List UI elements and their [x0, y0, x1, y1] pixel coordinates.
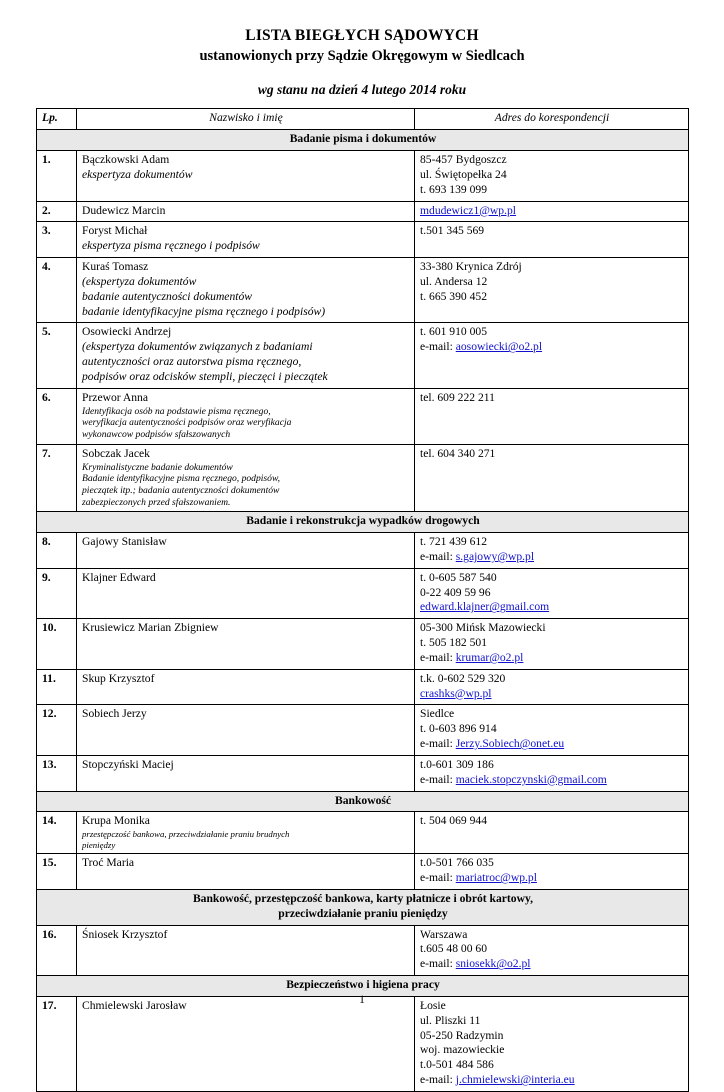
- section-heading-row: [37, 791, 689, 812]
- row-number: 3.: [37, 222, 77, 258]
- table-row: [37, 533, 689, 569]
- expert-address-cell: [415, 444, 689, 512]
- row-number: 5.: [37, 323, 77, 388]
- address-line: t.0-601 309 186: [420, 757, 494, 771]
- expert-specialty: (ekspertyza dokumentów związanych z badaniami: [82, 340, 313, 354]
- expert-name-cell: [77, 222, 415, 258]
- expert-name-cell: [77, 705, 415, 755]
- expert-address-cell: [415, 568, 689, 618]
- expert-address-cell: [415, 812, 689, 854]
- table-row: [37, 444, 689, 512]
- expert-name: Kuraś Tomasz: [82, 260, 149, 274]
- table-row: [37, 669, 689, 705]
- expert-specialty: ekspertyza dokumentów: [82, 167, 193, 181]
- email-line: e-mail: sniosekk@o2.pl: [420, 957, 531, 971]
- row-number: 7.: [37, 444, 77, 512]
- expert-name-cell: [77, 669, 415, 705]
- table-row: [37, 201, 689, 222]
- email-line: e-mail: j.chmielewski@interia.eu: [420, 1073, 575, 1087]
- section-heading-row: [37, 889, 689, 925]
- expert-name-cell: [77, 812, 415, 854]
- expert-specialty: weryfikacja autentyczności podpisów oraz weryfikacja: [82, 417, 292, 429]
- expert-specialty: (ekspertyza dokumentów: [82, 274, 197, 288]
- section-heading: Bankowość: [37, 791, 689, 812]
- expert-specialty: autentyczności oraz autorstwa pisma ręcznego,: [82, 355, 302, 369]
- section-heading: Bezpieczeństwo i higiena pracy: [37, 976, 689, 997]
- section-heading: Badanie pisma i dokumentów: [37, 130, 689, 151]
- expert-specialty: ekspertyza pisma ręcznego i podpisów: [82, 239, 260, 253]
- document-date: wg stanu na dzień 4 lutego 2014 roku: [257, 82, 467, 98]
- expert-name: Osowiecki Andrzej: [82, 325, 172, 339]
- expert-name-cell: [77, 854, 415, 890]
- table-row: [37, 812, 689, 854]
- email-link[interactable]: mariatroc@wp.pl: [455, 871, 537, 885]
- expert-name-cell: [77, 925, 415, 975]
- expert-specialty: badanie identyfikacyjne pisma ręcznego i podpisów): [82, 304, 326, 318]
- row-number: 11.: [37, 669, 77, 705]
- email-line: e-mail: s.gajowy@wp.pl: [420, 549, 535, 563]
- address-line: t. 601 910 005: [420, 325, 487, 339]
- email-link[interactable]: sniosekk@o2.pl: [455, 957, 531, 971]
- expert-address-cell: [415, 854, 689, 890]
- expert-specialty: Badanie identyfikacyjne pisma ręcznego, podpisów,: [82, 473, 281, 485]
- table-row: [37, 568, 689, 618]
- email-line: e-mail: maciek.stopczynski@gmail.com: [420, 772, 607, 786]
- column-header-address: Adres do korespondencji: [415, 109, 689, 130]
- expert-address-cell: [415, 619, 689, 669]
- row-number: 17.: [37, 996, 77, 1091]
- expert-specialty: przestępczość bankowa, przeciwdziałanie praniu brudnych: [82, 829, 290, 840]
- email-line: e-mail: aosowiecki@o2.pl: [420, 340, 543, 354]
- expert-address-cell: [415, 222, 689, 258]
- expert-name-cell: [77, 619, 415, 669]
- expert-specialty: zabezpieczonych przed sfałszowaniem.: [82, 496, 231, 508]
- expert-address-cell: [415, 258, 689, 323]
- expert-name: Stopczyński Maciej: [82, 757, 174, 771]
- row-number: 13.: [37, 755, 77, 791]
- expert-address-cell: [415, 755, 689, 791]
- email-line: [420, 687, 684, 702]
- address-line: t. 665 390 452: [420, 289, 487, 303]
- expert-name: Krupa Monika: [82, 814, 150, 828]
- section-heading-row: [37, 130, 689, 151]
- expert-address-cell: [415, 533, 689, 569]
- row-number: 14.: [37, 812, 77, 854]
- row-number: 6.: [37, 388, 77, 444]
- expert-name: Krusiewicz Marian Zbigniew: [82, 621, 219, 635]
- table-header-row: [37, 109, 689, 130]
- table-row: [37, 705, 689, 755]
- expert-address-cell: [415, 388, 689, 444]
- expert-name: Dudewicz Marcin: [82, 203, 166, 217]
- experts-table: [36, 108, 689, 1091]
- expert-name: Skup Krzysztof: [82, 671, 155, 685]
- email-line: [420, 204, 684, 219]
- expert-address-cell: [415, 201, 689, 222]
- section-heading-row: [37, 512, 689, 533]
- email-link[interactable]: aosowiecki@o2.pl: [455, 340, 543, 354]
- expert-name: Klajner Edward: [82, 570, 156, 584]
- table-row: [37, 619, 689, 669]
- address-line: Siedlce: [420, 707, 455, 721]
- address-line: t. 0-603 896 914: [420, 722, 497, 736]
- table-row: [37, 996, 689, 1091]
- address-line: t.0-501 766 035: [420, 856, 494, 870]
- expert-name-cell: [77, 201, 415, 222]
- email-line: [420, 600, 684, 615]
- column-header-lp: Lp.: [37, 109, 77, 130]
- address-line: t.605 48 00 60: [420, 942, 487, 956]
- page-number: 1: [359, 994, 365, 1006]
- address-line: t. 693 139 099: [420, 182, 487, 196]
- email-link[interactable]: j.chmielewski@interia.eu: [455, 1073, 575, 1087]
- row-number: 2.: [37, 201, 77, 222]
- table-row: [37, 925, 689, 975]
- address-line: 05-300 Mińsk Mazowiecki: [420, 621, 546, 635]
- expert-name: Sobiech Jerzy: [82, 707, 147, 721]
- address-line: t. 721 439 612: [420, 535, 487, 549]
- email-link[interactable]: crashks@wp.pl: [420, 686, 492, 700]
- expert-name: Śniosek Krzysztof: [82, 927, 168, 941]
- expert-specialty: badanie autentyczności dokumentów: [82, 289, 253, 303]
- document-subtitle: ustanowionych przy Sądzie Okręgowym w Siedlcach: [199, 47, 525, 64]
- address-line: t. 504 069 944: [420, 814, 487, 828]
- expert-name: Chmielewski Jarosław: [82, 998, 187, 1012]
- expert-specialty: pieniędzy: [82, 839, 116, 850]
- row-number: 4.: [37, 258, 77, 323]
- row-number: 8.: [37, 533, 77, 569]
- table-row: [37, 258, 689, 323]
- address-line: Łosie: [420, 998, 446, 1012]
- expert-name-cell: [77, 258, 415, 323]
- row-number: 1.: [37, 151, 77, 201]
- document-header: [36, 26, 688, 98]
- expert-name: Gajowy Stanisław: [82, 535, 167, 549]
- expert-specialty: pieczątek itp.; badania autentyczności dokumentów: [82, 484, 280, 496]
- address-line: ul. Pliszki 11: [420, 1013, 481, 1027]
- expert-address-cell: [415, 705, 689, 755]
- table-row: [37, 151, 689, 201]
- expert-name: Przewor Anna: [82, 390, 149, 404]
- address-line: t.0-501 484 586: [420, 1058, 494, 1072]
- column-header-name: Nazwisko i imię: [77, 109, 415, 130]
- email-line: e-mail: mariatroc@wp.pl: [420, 871, 537, 885]
- expert-name-cell: [77, 388, 415, 444]
- address-line: ul. Andersa 12: [420, 274, 488, 288]
- address-line: Warszawa: [420, 927, 468, 941]
- expert-name: Foryst Michał: [82, 224, 148, 238]
- table-row: [37, 323, 689, 388]
- address-line: 33-380 Krynica Zdrój: [420, 260, 522, 274]
- row-number: 10.: [37, 619, 77, 669]
- expert-address-cell: [415, 925, 689, 975]
- email-link[interactable]: krumar@o2.pl: [455, 650, 524, 664]
- expert-name-cell: [77, 323, 415, 388]
- table-row: [37, 388, 689, 444]
- address-line: t. 0-605 587 540: [420, 570, 497, 584]
- expert-specialty: Kryminalistyczne badanie dokumentów: [82, 461, 233, 473]
- row-number: 9.: [37, 568, 77, 618]
- address-line: tel. 604 340 271: [420, 446, 496, 460]
- table-row: [37, 222, 689, 258]
- email-link[interactable]: edward.klajner@gmail.com: [420, 600, 550, 614]
- address-line: woj. mazowieckie: [420, 1043, 505, 1057]
- expert-name-cell: [77, 533, 415, 569]
- document-title: LISTA BIEGŁYCH SĄDOWYCH: [245, 27, 479, 44]
- email-link[interactable]: s.gajowy@wp.pl: [455, 549, 535, 563]
- section-heading: Badanie i rekonstrukcja wypadków drogowych: [37, 512, 689, 533]
- section-heading: Bankowość, przestępczość bankowa, karty płatnicze i obrót kartowy, przeciwdziałanie praniu pieniędzy: [37, 889, 689, 925]
- address-line: 05-250 Radzymin: [420, 1028, 504, 1042]
- expert-specialty: podpisów oraz odcisków stempli, pieczęci i pieczątek: [82, 369, 328, 383]
- expert-address-cell: [415, 669, 689, 705]
- expert-specialty: wykonawcоw podpisów sfałszowanych: [82, 428, 231, 440]
- row-number: 12.: [37, 705, 77, 755]
- email-link[interactable]: mdudewicz1@wp.pl: [420, 203, 516, 217]
- expert-name: Troć Maria: [82, 856, 135, 870]
- experts-table-body: [37, 109, 689, 1091]
- expert-name: Bączkowski Adam: [82, 153, 170, 167]
- address-line: 0-22 409 59 96: [420, 585, 491, 599]
- email-link[interactable]: Jerzy.Sobiech@onet.eu: [455, 737, 565, 751]
- address-line: 85-457 Bydgoszcz: [420, 153, 507, 167]
- expert-specialty: Identyfikacja osób na podstawie pisma ręcznego,: [82, 405, 271, 417]
- row-number: 16.: [37, 925, 77, 975]
- expert-name-cell: [77, 996, 415, 1091]
- address-line: t.501 345 569: [420, 224, 485, 238]
- expert-name-cell: [77, 151, 415, 201]
- address-line: t. 505 182 501: [420, 636, 487, 650]
- email-link[interactable]: maciek.stopczynski@gmail.com: [455, 772, 607, 786]
- email-line: e-mail: krumar@o2.pl: [420, 650, 524, 664]
- expert-name-cell: [77, 568, 415, 618]
- address-line: tel. 609 222 211: [420, 390, 495, 404]
- table-row: [37, 755, 689, 791]
- expert-name-cell: [77, 755, 415, 791]
- email-line: e-mail: Jerzy.Sobiech@onet.eu: [420, 737, 565, 751]
- expert-address-cell: [415, 151, 689, 201]
- row-number: 15.: [37, 854, 77, 890]
- address-line: ul. Świętopełka 24: [420, 167, 507, 181]
- address-line: t.k. 0-602 529 320: [420, 671, 506, 685]
- table-row: [37, 854, 689, 890]
- expert-name-cell: [77, 444, 415, 512]
- expert-address-cell: [415, 323, 689, 388]
- expert-address-cell: [415, 996, 689, 1091]
- expert-name: Sobczak Jacek: [82, 446, 150, 460]
